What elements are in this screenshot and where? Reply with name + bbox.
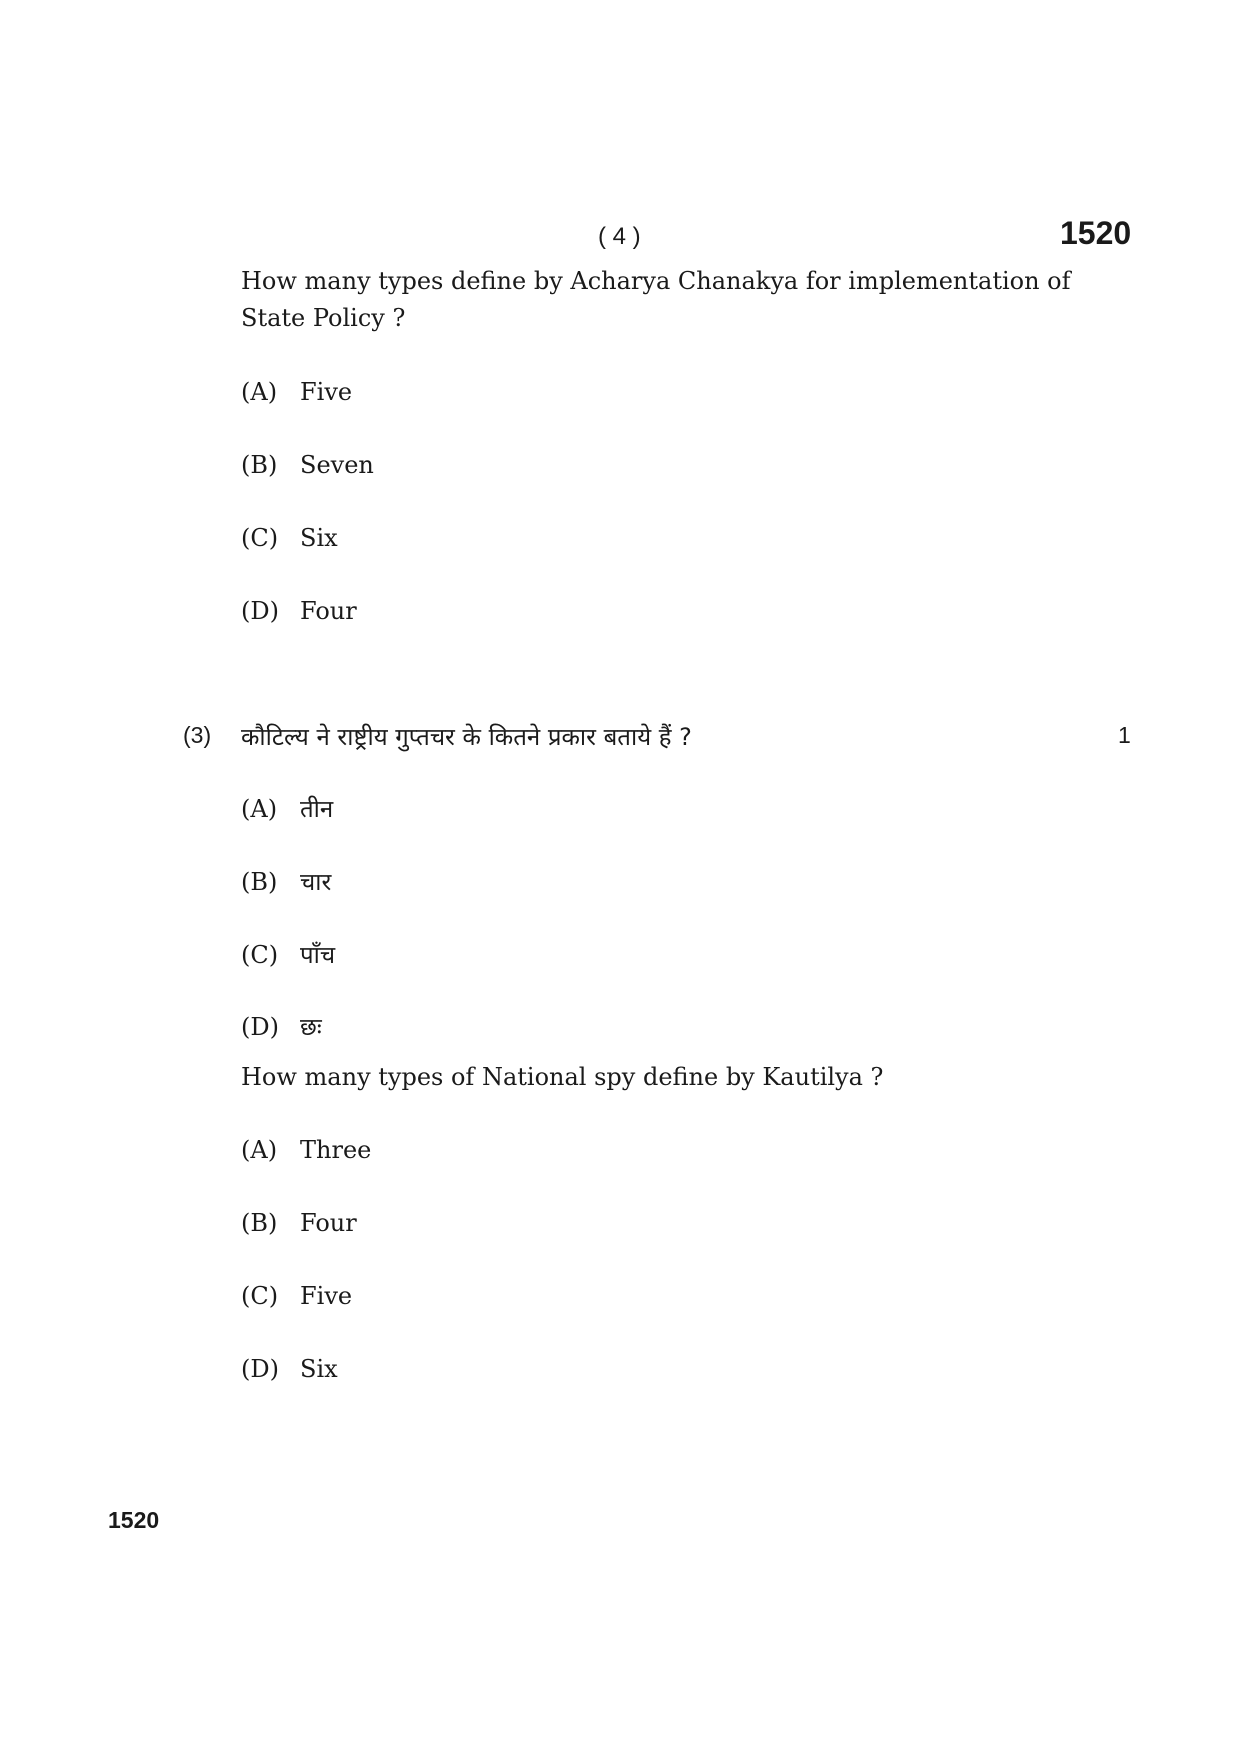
option-text: छः	[300, 1013, 322, 1041]
question-2-english-text: How many types define by Acharya Chanakya for implementation of State Policy ?	[241, 267, 1071, 332]
question-3-hindi-option-d	[241, 1009, 322, 1045]
question-3-hindi-option-b	[241, 864, 331, 900]
option-letter: (A)	[241, 1136, 278, 1164]
question-2-option-a	[241, 374, 352, 410]
option-letter: (C)	[241, 1282, 279, 1310]
question-3-hindi-option-a	[241, 791, 333, 827]
option-letter: (D)	[241, 1355, 279, 1383]
option-text: पाँच	[300, 941, 336, 969]
option-text: Five	[300, 1282, 353, 1310]
option-text: Four	[300, 1209, 357, 1237]
option-text: Seven	[300, 451, 374, 479]
option-text: तीन	[300, 795, 334, 823]
question-3-option-c	[241, 1278, 352, 1314]
question-3-marks: 1	[1118, 722, 1131, 748]
option-text: Six	[300, 1355, 338, 1383]
paper-code-header: 1520	[1060, 215, 1132, 251]
option-letter: (D)	[241, 1013, 279, 1041]
question-3-number: (3)	[183, 722, 212, 748]
option-text: Six	[300, 524, 338, 552]
option-text: Five	[300, 378, 353, 406]
option-letter: (B)	[241, 1209, 278, 1237]
paper-code-footer: 1520	[108, 1507, 160, 1533]
question-2-option-d	[241, 593, 357, 629]
page-number: ( 4 )	[598, 223, 641, 250]
question-3-hindi-text: कौटिल्य ने राष्ट्रीय गुप्तचर के कितने प्रकार बताये हैं ?	[241, 723, 692, 751]
option-letter: (B)	[241, 868, 278, 896]
question-2-option-c	[241, 520, 338, 556]
option-text: Four	[300, 597, 357, 625]
question-3-option-a	[241, 1132, 371, 1168]
option-letter: (A)	[241, 378, 278, 406]
option-letter: (A)	[241, 795, 278, 823]
question-3-hindi-option-c	[241, 937, 335, 973]
option-letter: (D)	[241, 597, 279, 625]
option-letter: (C)	[241, 941, 279, 969]
option-text: चार	[300, 868, 332, 896]
option-letter: (B)	[241, 451, 278, 479]
question-3-option-d	[241, 1351, 338, 1387]
question-3-english-text: How many types of National spy define by Kautilya ?	[241, 1063, 884, 1091]
question-3-option-b	[241, 1205, 357, 1241]
option-letter: (C)	[241, 524, 279, 552]
option-text: Three	[300, 1136, 372, 1164]
question-2-option-b	[241, 447, 374, 483]
